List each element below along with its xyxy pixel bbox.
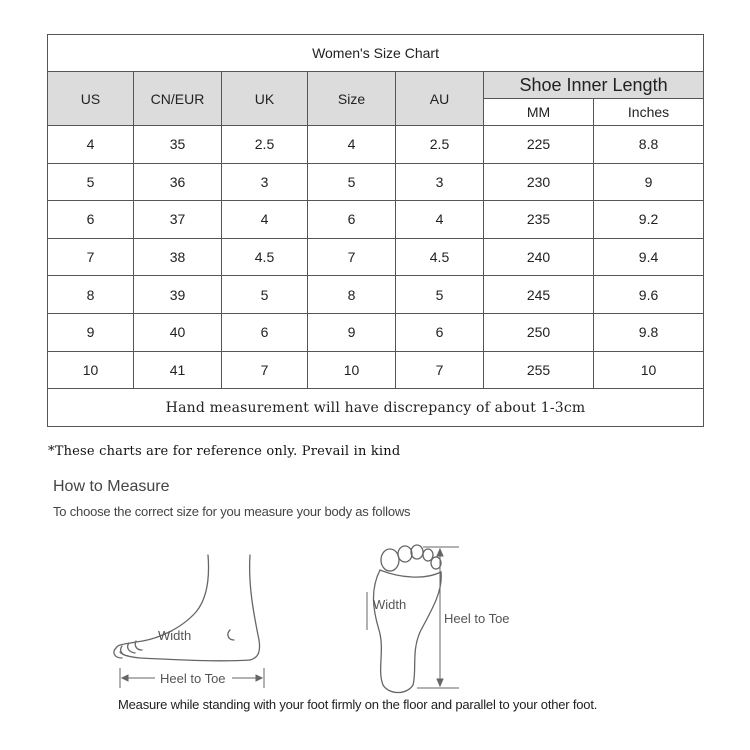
measurement-note: Hand measurement will have discrepancy of about 1-3cm xyxy=(48,389,704,427)
header-size: Size xyxy=(308,72,396,126)
heel-outline xyxy=(250,555,260,660)
cell-us: 5 xyxy=(48,163,134,201)
reference-note: *These charts are for reference only. Prevail in kind xyxy=(48,444,401,459)
cell-au: 5 xyxy=(396,276,484,314)
cell-inches: 8.8 xyxy=(594,126,704,164)
cell-uk: 5 xyxy=(222,276,308,314)
cell-cn-eur: 41 xyxy=(134,351,222,389)
cell-uk: 3 xyxy=(222,163,308,201)
cell-au: 4.5 xyxy=(396,238,484,276)
cell-uk: 4.5 xyxy=(222,238,308,276)
table-row xyxy=(48,238,704,276)
cell-uk: 2.5 xyxy=(222,126,308,164)
table-row xyxy=(48,163,704,201)
header-uk: UK xyxy=(222,72,308,126)
cell-mm: 250 xyxy=(484,313,594,351)
sole-outline xyxy=(120,652,250,661)
foot-side-view-illustration xyxy=(100,540,290,700)
table-row xyxy=(48,276,704,314)
cell-uk: 7 xyxy=(222,351,308,389)
header-au: AU xyxy=(396,72,484,126)
header-mm: MM xyxy=(484,99,594,126)
cell-us: 9 xyxy=(48,313,134,351)
table-row xyxy=(48,313,704,351)
cell-cn-eur: 40 xyxy=(134,313,222,351)
cell-au: 2.5 xyxy=(396,126,484,164)
side-length-label: Heel to Toe xyxy=(160,671,226,686)
cell-us: 10 xyxy=(48,351,134,389)
cell-uk: 6 xyxy=(222,313,308,351)
cell-size: 7 xyxy=(308,238,396,276)
big-toe xyxy=(381,549,399,571)
cell-size: 4 xyxy=(308,126,396,164)
cell-cn-eur: 39 xyxy=(134,276,222,314)
sole-outline xyxy=(373,570,441,693)
how-to-measure-title: How to Measure xyxy=(53,478,170,495)
cell-inches: 9.4 xyxy=(594,238,704,276)
cell-us: 6 xyxy=(48,201,134,239)
table-row xyxy=(48,351,704,389)
sole-length-label: Heel to Toe xyxy=(444,611,510,626)
cell-cn-eur: 37 xyxy=(134,201,222,239)
cell-au: 6 xyxy=(396,313,484,351)
cell-mm: 240 xyxy=(484,238,594,276)
table-title: Women's Size Chart xyxy=(48,35,704,72)
cell-inches: 9 xyxy=(594,163,704,201)
cell-inches: 9.2 xyxy=(594,201,704,239)
cell-size: 6 xyxy=(308,201,396,239)
cell-mm: 230 xyxy=(484,163,594,201)
table-row xyxy=(48,201,704,239)
cell-inches: 9.8 xyxy=(594,313,704,351)
cell-au: 4 xyxy=(396,201,484,239)
cell-cn-eur: 38 xyxy=(134,238,222,276)
cell-us: 7 xyxy=(48,238,134,276)
cell-mm: 245 xyxy=(484,276,594,314)
header-inches: Inches xyxy=(594,99,704,126)
side-width-label: Width xyxy=(158,628,192,643)
cell-inches: 9.6 xyxy=(594,276,704,314)
cell-us: 4 xyxy=(48,126,134,164)
measure-caption: Measure while standing with your foot firmly on the floor and parallel to your other foot. xyxy=(118,697,598,712)
cell-size: 10 xyxy=(308,351,396,389)
how-to-measure-subtitle: To choose the correct size for you measure your body as follows xyxy=(53,504,411,519)
cell-size: 9 xyxy=(308,313,396,351)
size-chart-table xyxy=(47,34,704,427)
cell-au: 7 xyxy=(396,351,484,389)
cell-inches: 10 xyxy=(594,351,704,389)
cell-cn-eur: 36 xyxy=(134,163,222,201)
foot-sole-view-illustration xyxy=(345,540,545,700)
table-row xyxy=(48,126,704,164)
cell-au: 3 xyxy=(396,163,484,201)
cell-mm: 255 xyxy=(484,351,594,389)
header-inner-length: Shoe Inner Length xyxy=(484,72,704,99)
header-us: US xyxy=(48,72,134,126)
cell-mm: 235 xyxy=(484,201,594,239)
cell-mm: 225 xyxy=(484,126,594,164)
sole-width-label: Width xyxy=(373,597,407,612)
cell-size: 8 xyxy=(308,276,396,314)
cell-uk: 4 xyxy=(222,201,308,239)
cell-size: 5 xyxy=(308,163,396,201)
cell-cn-eur: 35 xyxy=(134,126,222,164)
cell-us: 8 xyxy=(48,276,134,314)
header-cn-eur: CN/EUR xyxy=(134,72,222,126)
